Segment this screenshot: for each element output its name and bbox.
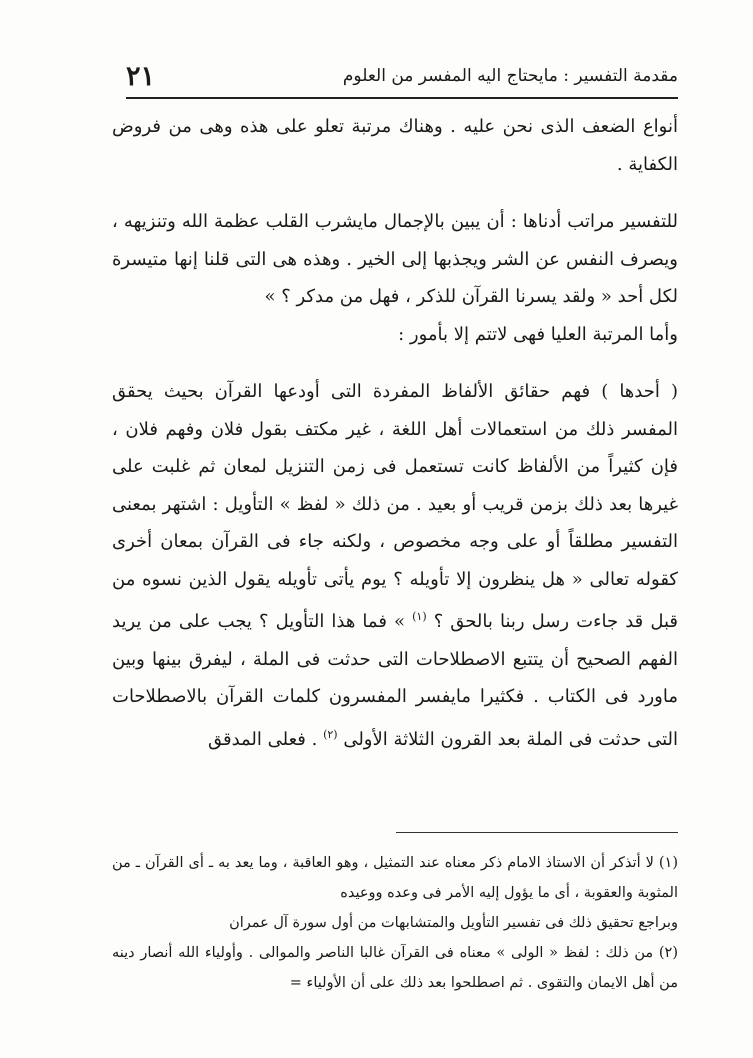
footnote-1: (١) لا أتذكر أن الاستاذ الامام ذكر معناه عند التمثيل ، وهو العاقبة ، وما يعد به ـ أى القرآن ـ من المثوبة والعقوبة ، أى ما يؤول إليه الأمر فى وعده ووعيده [112,855,678,901]
footnote-separator [396,832,678,833]
header-rule [126,97,678,99]
footnotes [112,848,678,998]
footnote-2: (٢) من ذلك : لفظ « الولى » معناه فى القرآن غالبا الناصر والموالى . وأولياء الله أنصار دينه من أهل الايمان والتقوى . ثم اصطلحوا بعد ذلك على أن الأولياء = [112,945,678,991]
paragraph-4-text-c: . فعلى المدقق [207,728,318,750]
paragraph-4 [112,373,678,758]
paragraph-4-text-a: ( أحدها ) فهم حقائق الألفاظ المفردة التى أودعها القرآن بحيث يحقق المفسر ذلك من استعمالات أهل اللغة ، غير مكتف بقول فلان وفهم فلان ، فإن كثيراً من الألفاظ كانت تستعمل فى زمن التنزيل لمعان ثم غلبت على غيرها بعد ذلك بزمن قريب أو بعيد . من ذلك « لفظ » التأويل : اشتهر بمعنى التفسير مطلقاً أو على وجه مخصوص ، ولكنه جاء فى القرآن بمعان أخرى كقوله تعالى « هل ينظرون إلا تأويله ؟ يوم يأتى تأويله يقول الذين نسوه من قبل قد جاءت رسل ربنا بالحق ؟ [112,381,679,632]
running-title: مقدمة التفسير : مايحتاج اليه المفسر من العلوم [342,66,678,86]
page-header [126,56,678,96]
main-text [112,108,678,758]
page-number: ٢١ [126,60,156,92]
footnote-ref-2: (٢) [323,727,338,741]
footnote-1-continued: وبراجع تحقيق ذلك فى تفسير التأويل والمتشابهات من أول سورة آل عمران [229,915,678,931]
paragraph-1: أنواع الضعف الذى نحن عليه . وهناك مرتبة تعلو على هذه وهى من فروض الكفاية . [112,116,678,175]
footnote-ref-1: (١) [412,610,427,623]
paragraph-4-text-b: » فما هذا التأويل ؟ يجب على من يريد الفهم الصحيح أن يتتبع الاصطلاحات التى حدثت فى الملة ، ليفرق بينها وبين ماورد فى الكتاب . فكثيرا مايفسر المفسرون كلمات القرآن بالاصطلاحات التى حدثت فى الملة بعد القرون الثلاثة الأولى [112,611,678,750]
paragraph-3: وأما المرتبة العليا فهى لاتتم إلا بأمور : [398,323,678,345]
paragraph-2: للتفسير مراتب أدناها : أن يبين بالإجمال مايشرب القلب عظمة الله وتنزيهه ، ويصرف النفس عن الشر ويجذبها إلى الخير . وهذه هى التى قلنا إنها متيسرة لكل أحد « ولقد يسرنا القرآن للذكر ، فهل من مدكر ؟ » [112,211,678,307]
